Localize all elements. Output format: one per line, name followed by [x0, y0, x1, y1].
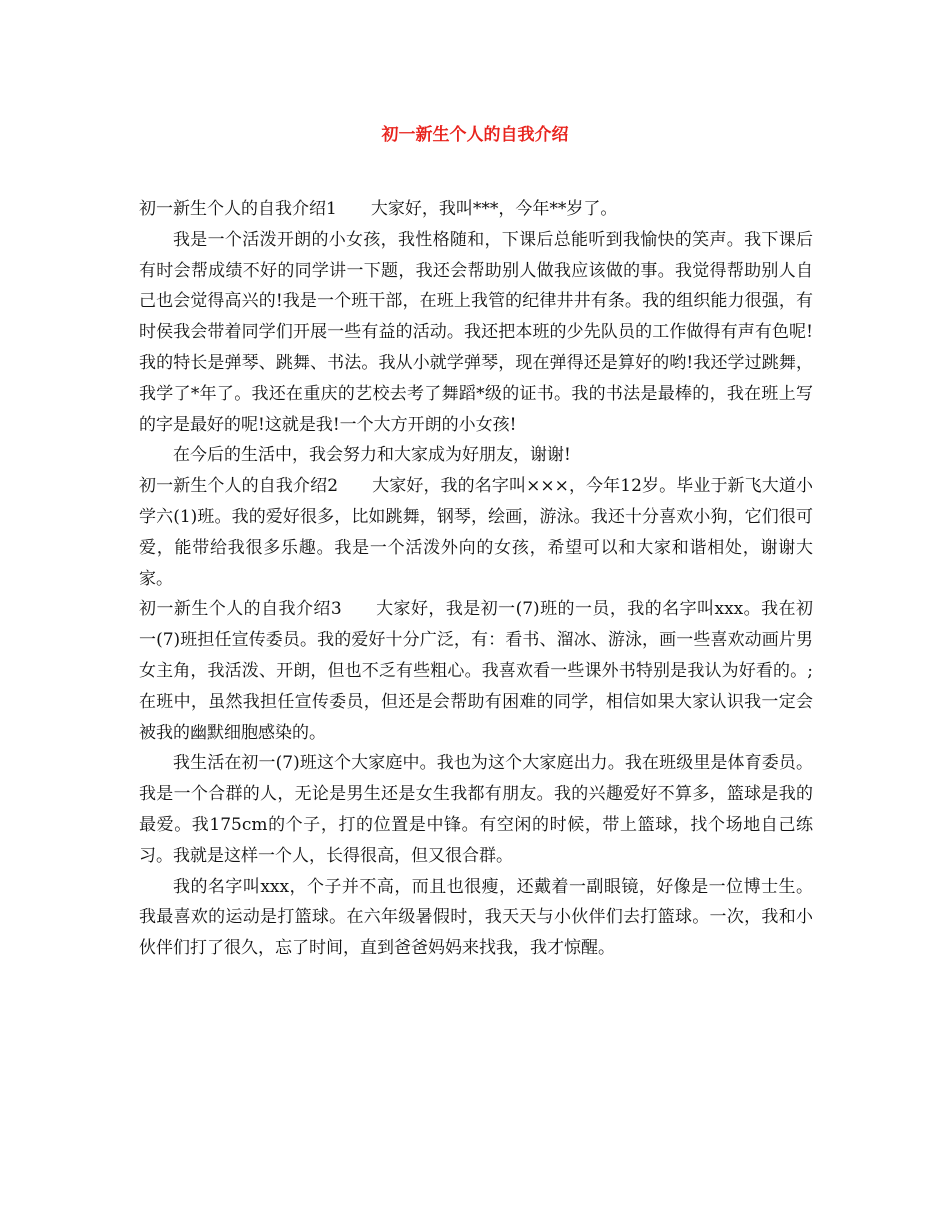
section-3-intro: [139, 594, 813, 748]
section-2-intro: [139, 471, 813, 594]
section-first-line: 大家好，我是初一(7)班的一员，我的名字叫xxx。我在初一(7)班担任宣传委员。我的爱好十分广泛，有：看书、溜冰、游泳，画一些喜欢动画片男女主角，我活泼、开朗，但也不乏有些粗心。我喜欢看一些课外书特别是我认为好看的。;在班中，虽然我担任宣传委员，但还是会帮助有困难的同学，相信如果大家认识我一定会被我的幽默细胞感染的。: [139, 599, 813, 743]
section-heading: 初一新生个人的自我介绍1: [139, 199, 337, 219]
document-body: [139, 194, 813, 964]
paragraph: 我生活在初一(7)班这个大家庭中。我也为这个大家庭出力。我在班级里是体育委员。我是一个合群的人，无论是男生还是女生我都有朋友。我的兴趣爱好不算多，篮球是我的最爱。我175cm的个子，打的位置是中锋。有空闲的时候，带上篮球，找个场地自己练习。我就是这样一个人，长得很高，但又很合群。: [139, 753, 813, 866]
paragraph: 我是一个活泼开朗的小女孩，我性格随和，下课后总能听到我愉快的笑声。我下课后有时会帮成绩不好的同学讲一下题，我还会帮助别人做我应该做的事。我觉得帮助别人自己也会觉得高兴的!我是一个班干部，在班上我管的纪律井井有条。我的组织能力很强，有时侯我会带着同学们开展一些有益的活动。我还把本班的少先队员的工作做得有声有色呢!我的特长是弹琴、跳舞、书法。我从小就学弹琴，现在弹得还是算好的哟!我还学过跳舞，我学了*年了。我还在重庆的艺校去考了舞蹈*级的证书。我的书法是最棒的，我在班上写的字是最好的呢!这就是我!一个大方开朗的小女孩!: [139, 229, 813, 435]
section-heading: 初一新生个人的自我介绍2: [139, 476, 339, 497]
document-title: 初一新生个人的自我介绍: [381, 125, 569, 145]
section-heading: 初一新生个人的自我介绍3: [139, 599, 342, 620]
paragraph: 在今后的生活中，我会努力和大家成为好朋友，谢谢!: [173, 445, 571, 466]
section-first-line: 大家好，我的名字叫×××，今年12岁。毕业于新飞大道小学六(1)班。我的爱好很多，比如跳舞，钢琴，绘画，游泳。我还十分喜欢小狗，它们很可爱，能带给我很多乐趣。我是一个活泼外向的女孩，希望可以和大家和谐相处，谢谢大家。: [139, 476, 813, 589]
section-1-intro: [139, 194, 813, 225]
paragraph: 我的名字叫xxx，个子并不高，而且也很瘦，还戴着一副眼镜，好像是一位博士生。我最喜欢的运动是打篮球。在六年级暑假时，我天天与小伙伴们去打篮球。一次，我和小伙伴们打了很久，忘了时间，直到爸爸妈妈来找我，我才惊醒。: [139, 876, 813, 959]
section-first-line: 大家好，我叫***，今年**岁了。: [370, 199, 618, 219]
